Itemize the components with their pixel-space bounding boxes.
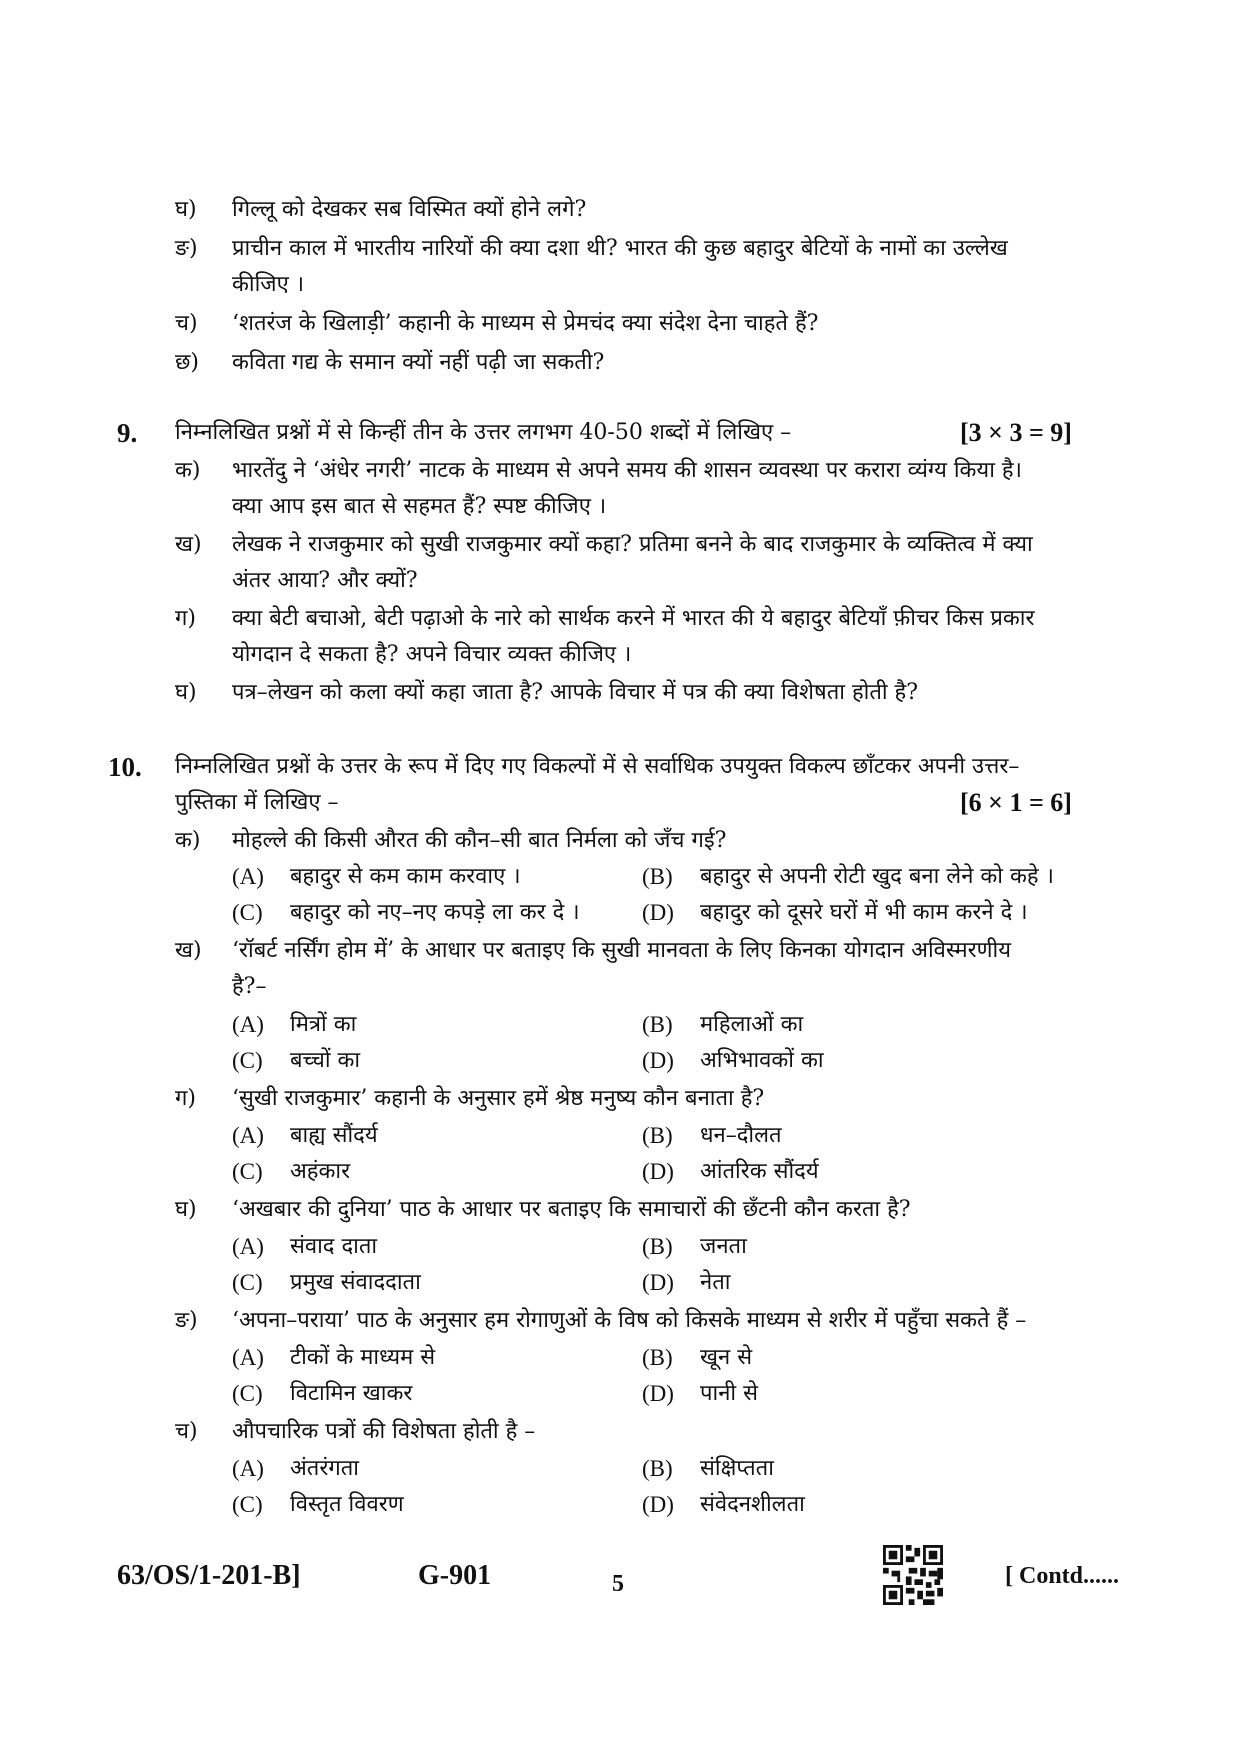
- q10-nga-option-a-key: (A): [232, 1345, 264, 1370]
- q10-ka-option-a-text: बहादुर से कम काम करवाए ।: [290, 864, 521, 889]
- q9-number: 9.: [117, 418, 138, 448]
- q10-ga-option-d-text: आंतरिक सौंदर्य: [700, 1159, 819, 1184]
- q10-cha-option-b-key: (B): [642, 1456, 673, 1481]
- q10-nga-option-c-text: विटामिन खाकर: [290, 1381, 413, 1406]
- q9-item-ka-text-2: क्या आप इस बात से सहमत हैं? स्पष्ट कीजिए ।: [232, 494, 607, 519]
- q10-cha-option-a-text: अंतरंगता: [290, 1456, 359, 1481]
- q10-nga-option-d-text: पानी से: [700, 1381, 758, 1406]
- q10-cha-option-c-key: (C): [232, 1492, 263, 1517]
- q8-item-nga-text-2: कीजिए ।: [232, 272, 305, 297]
- q9-item-ka-label: क): [175, 458, 201, 483]
- q10-item-kha-label: ख): [175, 938, 202, 963]
- q10-ka-option-c-key: (C): [232, 900, 263, 925]
- series-code: G-901: [418, 1560, 492, 1591]
- q10-cha-option-d-text: संवेदनशीलता: [700, 1492, 805, 1517]
- q10-kha-option-c-text: बच्चों का: [290, 1048, 361, 1073]
- q10-gha-option-b-key: (B): [642, 1234, 673, 1259]
- q10-prompt-line2: पुस्तिका में लिखिए –: [175, 790, 339, 815]
- q10-ka-option-b-key: (B): [642, 864, 673, 889]
- q8-item-chha-label: छ): [175, 350, 200, 375]
- paper-code: 63/OS/1-201-B]: [117, 1560, 301, 1591]
- q10-ga-option-b-text: धन–दौलत: [700, 1123, 782, 1148]
- q10-kha-option-d-text: अभिभावकों का: [700, 1048, 824, 1073]
- q8-item-chha-text: कविता गद्य के समान क्यों नहीं पढ़ी जा सकती?: [232, 350, 605, 375]
- q10-kha-option-c-key: (C): [232, 1048, 263, 1073]
- q10-gha-option-a-key: (A): [232, 1234, 264, 1259]
- q10-ga-option-c-key: (C): [232, 1159, 263, 1184]
- q9-item-kha-text-1: लेखक ने राजकुमार को सुखी राजकुमार क्यों कहा? प्रतिमा बनने के बाद राजकुमार के व्यक्तित्व में क्या: [232, 532, 1033, 557]
- q10-item-ga-question: ‘सुखी राजकुमार’ कहानी के अनुसार हमें श्रेष्ठ मनुष्य कौन बनाता है?: [232, 1086, 765, 1111]
- q10-nga-option-d-key: (D): [642, 1381, 674, 1406]
- q10-item-cha-question: औपचारिक पत्रों की विशेषता होती है –: [232, 1419, 536, 1444]
- q10-item-gha-label: घ): [175, 1197, 197, 1222]
- q10-nga-option-a-text: टीकों के माध्यम से: [290, 1345, 436, 1370]
- q8-item-nga-text-1: प्राचीन काल में भारतीय नारियों की क्या दशा थी? भारत की कुछ बहादुर बेटियों के नामों का उल्लेख: [232, 236, 1008, 261]
- q9-item-kha-label: ख): [175, 532, 202, 557]
- q10-ga-option-b-key: (B): [642, 1123, 673, 1148]
- qr-code-icon: [883, 1545, 943, 1605]
- q10-cha-option-b-text: संक्षिप्तता: [700, 1456, 774, 1481]
- q10-kha-option-b-key: (B): [642, 1012, 673, 1037]
- q10-item-nga-question: ‘अपना–पराया’ पाठ के अनुसार हम रोगाणुओं के विष को किसके माध्यम से शरीर में पहुँचा सकते हैं –: [232, 1308, 1027, 1333]
- q10-ga-option-a-key: (A): [232, 1123, 264, 1148]
- q10-kha-option-a-key: (A): [232, 1012, 264, 1037]
- q10-gha-option-b-text: जनता: [700, 1234, 747, 1259]
- q10-cha-option-d-key: (D): [642, 1492, 674, 1517]
- q10-item-gha-question: ‘अखबार की दुनिया’ पाठ के आधार पर बताइए कि समाचारों की छँटनी कौन करता है?: [232, 1197, 911, 1222]
- q10-gha-option-c-key: (C): [232, 1270, 263, 1295]
- q10-nga-option-b-key: (B): [642, 1345, 673, 1370]
- q10-item-kha-question-1: ‘रॉबर्ट नर्सिंग होम में’ के आधार पर बताइए कि सुखी मानवता के लिए किनका योगदान अविस्मरणीय: [232, 938, 1011, 963]
- continued-marker: [ Contd......: [1005, 1563, 1120, 1589]
- q10-ka-option-a-key: (A): [232, 864, 264, 889]
- q10-gha-option-d-text: नेता: [700, 1270, 731, 1295]
- q8-item-cha-text: ‘शतरंज के खिलाड़ी’ कहानी के माध्यम से प्रेमचंद क्या संदेश देना चाहते हैं?: [232, 311, 819, 336]
- q10-item-ka-question: मोहल्ले की किसी औरत की कौन–सी बात निर्मला को जँच गई?: [232, 828, 727, 853]
- q10-gha-option-a-text: संवाद दाता: [290, 1234, 378, 1259]
- q9-item-ga-text-1: क्या बेटी बचाओ, बेटी पढ़ाओ के नारे को सार्थक करने में भारत की ये बहादुर बेटियाँ फ़ीचर किस प्रकार: [232, 606, 1035, 631]
- q9-item-gha-text: पत्र–लेखन को कला क्यों कहा जाता है? आपके विचार में पत्र की क्या विशेषता होती है?: [232, 680, 919, 705]
- q10-number: 10.: [108, 752, 142, 782]
- q10-ka-option-d-text: बहादुर को दूसरे घरों में भी काम करने दे ।: [700, 900, 1028, 925]
- q10-prompt-line1: निम्नलिखित प्रश्नों के उत्तर के रूप में दिए गए विकल्पों में से सर्वाधिक उपयुक्त विकल्प छाँटकर अपनी उत्तर–: [175, 754, 1020, 779]
- q8-item-gha-text: गिल्लू को देखकर सब विस्मित क्यों होने लगे?: [232, 197, 587, 222]
- q10-kha-option-d-key: (D): [642, 1048, 674, 1073]
- q10-ga-option-a-text: बाह्य सौंदर्य: [290, 1123, 378, 1148]
- q10-item-cha-label: च): [175, 1419, 198, 1444]
- q9-item-ka-text-1: भारतेंदु ने ‘अंधेर नगरी’ नाटक के माध्यम से अपने समय की शासन व्यवस्था पर करारा व्यंग्य किया है।: [232, 458, 1022, 483]
- q10-cha-option-a-key: (A): [232, 1456, 264, 1481]
- q8-item-cha-label: च): [175, 311, 198, 336]
- q10-kha-option-b-text: महिलाओं का: [700, 1012, 804, 1037]
- q10-ga-option-d-key: (D): [642, 1159, 674, 1184]
- q10-kha-option-a-text: मित्रों का: [290, 1012, 357, 1037]
- q9-item-kha-text-2: अंतर आया? और क्यों?: [232, 568, 418, 593]
- q10-item-ga-label: ग): [175, 1086, 196, 1111]
- q10-item-kha-question-2: है?–: [232, 974, 267, 999]
- q8-item-nga-label: ङ): [175, 236, 198, 261]
- q10-gha-option-c-text: प्रमुख संवाददाता: [290, 1270, 421, 1295]
- q10-gha-option-d-key: (D): [642, 1270, 674, 1295]
- q9-item-ga-text-2: योगदान दे सकता है? अपने विचार व्यक्त कीजिए ।: [232, 642, 632, 667]
- q8-item-gha-label: घ): [175, 197, 197, 222]
- q9-marks: [3 × 3 = 9]: [960, 418, 1072, 447]
- q9-item-ga-label: ग): [175, 606, 196, 631]
- q10-nga-option-b-text: खून से: [700, 1345, 753, 1370]
- q10-cha-option-c-text: विस्तृत विवरण: [290, 1492, 404, 1517]
- q10-marks: [6 × 1 = 6]: [960, 788, 1072, 817]
- q9-item-gha-label: घ): [175, 680, 197, 705]
- q10-ka-option-b-text: बहादुर से अपनी रोटी खुद बना लेने को कहे ।: [700, 864, 1054, 889]
- page-number: 5: [612, 1571, 624, 1597]
- q10-item-nga-label: ङ): [175, 1308, 198, 1333]
- q10-nga-option-c-key: (C): [232, 1381, 263, 1406]
- q10-ga-option-c-text: अहंकार: [290, 1159, 351, 1184]
- q10-item-ka-label: क): [175, 828, 201, 853]
- q10-ka-option-d-key: (D): [642, 900, 674, 925]
- q9-prompt: निम्नलिखित प्रश्नों में से किन्हीं तीन के उत्तर लगभग 40-50 शब्दों में लिखिए –: [175, 420, 792, 445]
- q10-ka-option-c-text: बहादुर को नए–नए कपड़े ला कर दे ।: [290, 900, 580, 925]
